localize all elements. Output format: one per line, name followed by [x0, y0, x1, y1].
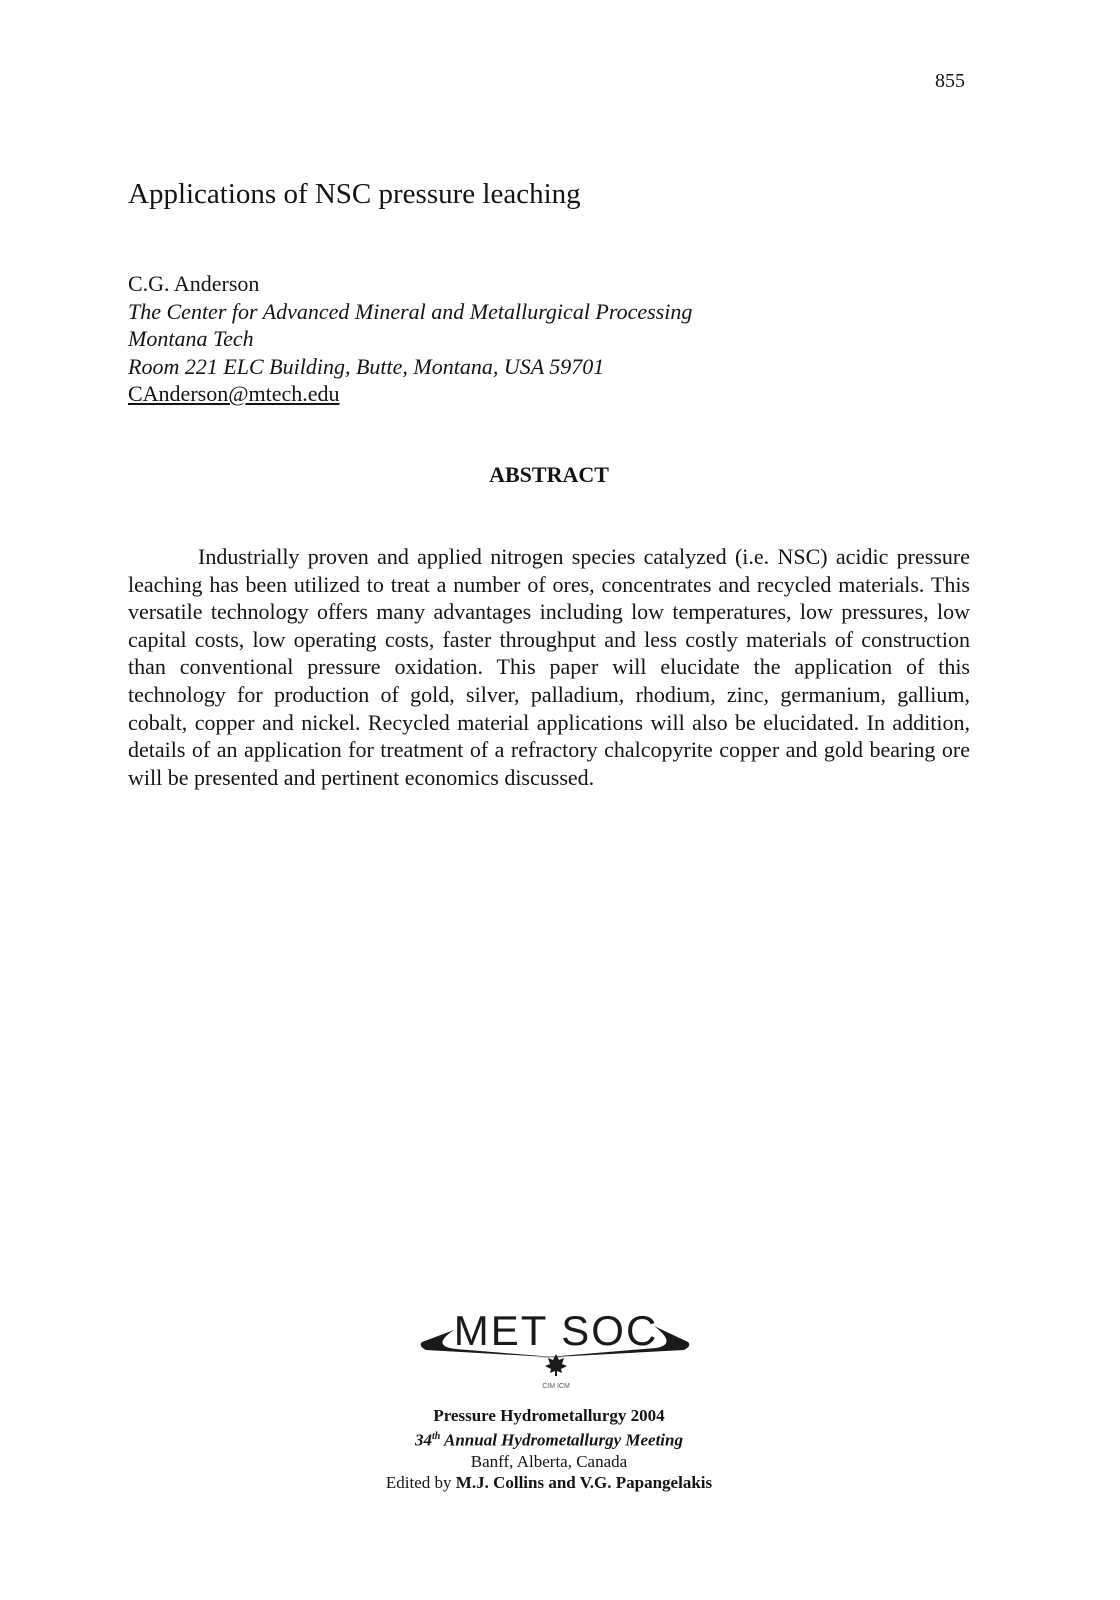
- metsoc-logo: [416, 1300, 696, 1400]
- editors-line: [0, 1472, 1098, 1493]
- proceedings-title: Pressure Hydrometallurgy 2004: [433, 1406, 665, 1425]
- logo-subtext: CIM ICM: [542, 1383, 570, 1390]
- author-email-link[interactable]: CAnderson@mtech.edu: [128, 381, 340, 406]
- meeting-location: Banff, Alberta, Canada: [470, 1451, 628, 1471]
- author-affiliation-center: The Center for Advanced Mineral and Metallurgical Processing: [128, 298, 693, 324]
- author-block: [128, 270, 692, 408]
- meeting-line: [0, 1426, 1098, 1451]
- page-number: 855: [935, 70, 965, 92]
- author-address: Room 221 ELC Building, Butte, Montana, USA 59701: [128, 353, 605, 379]
- meeting-number: 34: [415, 1430, 433, 1450]
- editors-names: M.J. Collins and V.G. Papangelakis: [455, 1472, 713, 1492]
- abstract-body: Industrially proven and applied nitrogen species catalyzed (i.e. NSC) acidic pressure leaching has been utilized to treat a number of ores, concentrates and recycled materials. This versatile technology offers many advantages including low temperatures, low pressures, low capital costs, low operating costs, faster throughput and less costly materials of construction than conventional pressure oxidation. This paper will elucidate the application of this technology for production of gold, silver, palladium, rhodium, zinc, germanium, gallium, cobalt, copper and nickel. Recycled material applications will also be elucidated. In addition, details of an application for treatment of a refractory chalcopyrite copper and gold bearing ore will be presented and pertinent economics discussed.: [128, 544, 970, 790]
- paper-title: Applications of NSC pressure leaching: [128, 178, 581, 210]
- author-affiliation-institution: Montana Tech: [128, 326, 254, 351]
- author-name: C.G. Anderson: [128, 271, 260, 296]
- edited-by-label: Edited by: [385, 1472, 456, 1492]
- abstract-heading: ABSTRACT: [489, 462, 609, 487]
- meeting-name: Annual Hydrometallurgy Meeting: [440, 1430, 683, 1450]
- meeting-ordinal-suffix: th: [432, 1431, 441, 1442]
- proceedings-footer: [0, 1405, 1098, 1493]
- logo-wordmark: MET SOC: [453, 1307, 659, 1354]
